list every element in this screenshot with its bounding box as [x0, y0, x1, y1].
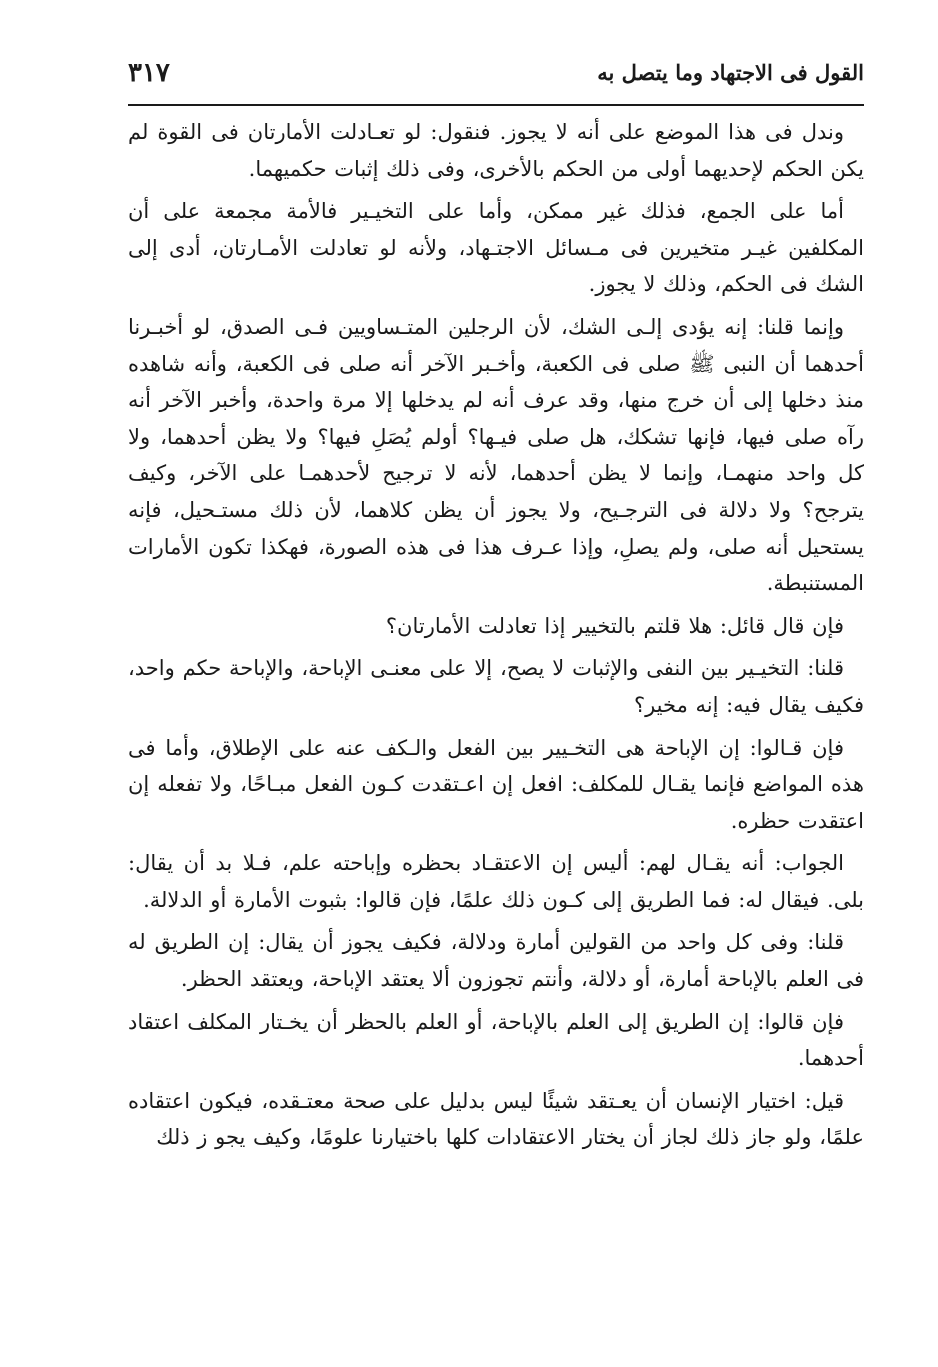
- paragraph: قلنا: وفى كل واحد من القولين أمارة ودلالة، فكيف يجوز أن يقال: إن الطريق له فى العلم بالإباحة أمارة، أو دلالة، وأنتم تجوزون ألا يعتقد الإباحة، ويعتقد الحظر.: [128, 930, 864, 992]
- paragraph: الجواب: أنه يقـال لهم: أليس إن الاعتقـاد بحظره وإباحته علم، فـلا بد أن يقال: بلى. فيقال له: فما الطريق إلى كـون ذلك علمًا، فإن قالوا: بثبوت الأمارة أو الدلالة.: [128, 851, 864, 912]
- paragraph: أما على الجمع، فذلك غير ممكن، وأما على التخيـير فالأمة مجمعة على أن المكلفين غيـر متخيرين فى مـسائل الاجتـهاد، ولأنه لو تعادلت الأمـارتان، أدى إلى الشك فى الحكم، وذلك لا يجوز.: [128, 199, 864, 297]
- body-text: [128, 114, 864, 1354]
- paragraph: فإن قالوا: إن الطريق إلى العلم بالإباحة، أو العلم بالحظر أن يخـتار المكلف اعتقاد أحدهما.: [128, 1009, 864, 1071]
- paragraph: قلنا: التخيـير بين النفى والإثبات لا يصح، إلا على معنـى الإباحة، والإباحة حكم واحد، فكيف يقال فيه: إنه مخير؟: [128, 656, 864, 717]
- paragraph: قيل: اختيار الإنسان أن يعـتقد شيئًا ليس بدليل على صحة معتـقده، فيكون اعتقاده علمًا، ولو جاز ذلك لجاز أن يختار الاعتقادات كلها باختيارنا علومًا، وكيف يجو ز ذلك: [128, 1088, 864, 1150]
- paragraph: فإن قـالوا: إن الإباحة هى التخـيير بين الفعل والـكف عنه على الإطلاق، وأما فى هذه المواضع فإنما يقـال للمكلف: افعل إن اعـتقدت كـون الفعل مبـاحًا، ولا تفعله إن اعتقدت حظره.: [128, 735, 864, 833]
- paragraph: فإن قال قائل: هلا قلتم بالتخيير إذا تعادلت الأمارتان؟: [385, 613, 844, 638]
- page-number: ٣١٧: [128, 58, 170, 88]
- running-header: [128, 58, 864, 98]
- header-divider: [128, 104, 864, 106]
- paragraph: وندل فى هذا الموضع على أنه لا يجوز. فنقول: لو تعـادلت الأمارتان فى القوة لم يكن الحكم لإحديهما أولى من الحكم بالأخرى، وفى ذلك إثبات حكميهما.: [128, 120, 864, 181]
- paragraph: وإنما قلنا: إنه يؤدى إلـى الشك، لأن الرجلين المتـساويين فـى الصدق، لو أخبـرنا أحدهما أن النبى ﷺ صلى فى الكعبة، وأخـبر الآخر أنه صلى فى الكعبة، وأنه شاهده منذ دخلها إلى أن خرج منها، وقد عرف أنه لم يدخلها إلا مرة واحدة، وأخبر الآخر أنه رآه صلى فيها، فإنها تشكك، هل صلى فيـها؟ أولم يُصَلِ فيها؟ ولا يظن أحدهما، ولا كل واحد منهمـا، وإنما لا يظن أحدهما، لأنه لا ترجيح لأحدهمـا على الآخر، وكيف يترجح؟ ولا دلالة فى الترجـيح، ولا يجوز أن يظن كلاهما، لأن ذلك مستـحيل، فإنه يستحيل أنه صلى، ولم يصلِ، وإذا عـرف هذا فى هذه الصورة، فهكذا تكون الأمارات المستنبطة.: [128, 314, 864, 596]
- chapter-title: القول فى الاجتهاد وما يتصل به: [597, 60, 864, 85]
